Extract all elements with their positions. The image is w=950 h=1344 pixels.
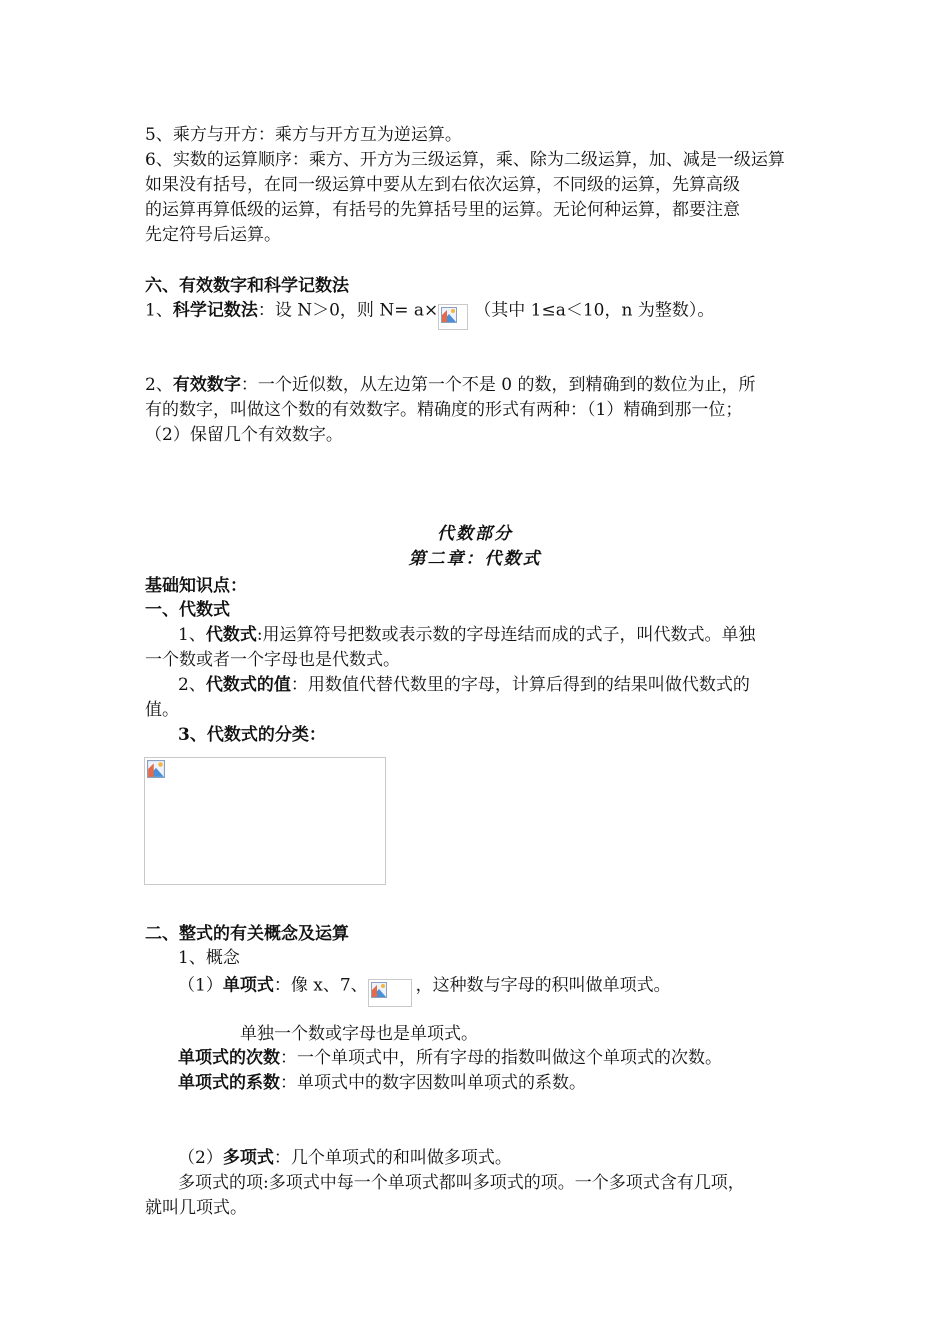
text: ：单项式中的数字因数叫单项式的系数。 <box>280 1073 586 1093</box>
text: ：几个单项式的和叫做多项式。 <box>273 1148 512 1168</box>
definition-line <box>178 1146 512 1171</box>
text: ：用数值代替代数里的字母，计算后得到的结果叫做代数式的 <box>290 675 750 695</box>
text-line: 1、概念 <box>178 948 240 968</box>
text-line: 先定符号后运算。 <box>145 225 281 245</box>
term: 多项式 <box>222 1148 274 1168</box>
definition-line <box>178 623 756 648</box>
term: 单项式的系数 <box>178 1073 280 1093</box>
subheading: 3、代数式的分类： <box>178 725 326 745</box>
significant-figures-line <box>145 373 755 398</box>
text: :用运算符号把数或表示数的字母连结而成的式子，叫代数式。单独 <box>256 625 756 645</box>
term: 有效数字 <box>172 375 241 395</box>
text: ：一个单项式中，所有字母的指数叫做这个单项式的次数。 <box>280 1048 722 1068</box>
term: 科学记数法 <box>172 300 258 321</box>
part-title: 代数部分 <box>437 524 513 544</box>
text: （其中 1≤a＜10，n 为整数）。 <box>474 300 715 321</box>
text-line: 值。 <box>145 700 179 720</box>
text-line: 5、乘方与开方：乘方与开方互为逆运算。 <box>145 125 462 145</box>
term: 单项式的次数 <box>178 1048 280 1068</box>
definition-line <box>178 1046 722 1071</box>
term: 代数式 <box>205 625 257 645</box>
scientific-notation-line <box>145 298 714 324</box>
text: ，这种数与字母的积叫做单项式。 <box>415 975 671 996</box>
text: 2、 <box>145 375 173 395</box>
text-line: 一个数或者一个字母也是代数式。 <box>145 650 400 670</box>
term: 单项式 <box>222 975 274 996</box>
text: ：设 N＞0，则 N= a× <box>257 300 439 321</box>
text: 2、 <box>178 675 206 695</box>
text: （2） <box>178 1148 223 1168</box>
chapter-title: 第二章：代数式 <box>408 549 542 569</box>
basics-heading: 基础知识点： <box>145 576 247 596</box>
section-heading: 一、代数式 <box>145 600 230 620</box>
text-line: 多项式的项:多项式中每一个单项式都叫多项式的项。一个多项式含有几项， <box>178 1173 745 1193</box>
text-line: 6、实数的运算顺序：乘方、开方为三级运算，乘、除为二级运算，加、减是一级运算 <box>145 150 785 170</box>
classification-image-placeholder <box>144 757 386 885</box>
text-line: 有的数字，叫做这个数的有效数字。精确度的形式有两种：（1）精确到那一位； <box>145 400 743 420</box>
text-line: 单独一个数或字母也是单项式。 <box>240 1024 478 1044</box>
image-icon <box>147 760 165 778</box>
definition-line <box>178 1071 586 1096</box>
monomial-line <box>178 972 671 1000</box>
text: ：一个近似数，从左边第一个不是 0 的数，到精确到的数位为止，所 <box>240 375 756 395</box>
text: 1、 <box>145 300 173 321</box>
text-line: 的运算再算低级的运算，有括号的先算括号里的运算。无论何种运算，都要注意 <box>145 200 740 220</box>
term: 代数式的值 <box>205 675 291 695</box>
definition-line <box>178 673 750 698</box>
text-line: 就叫几项式。 <box>145 1198 247 1218</box>
formula-image-icon <box>368 979 412 1007</box>
section-heading: 二、整式的有关概念及运算 <box>145 924 349 944</box>
text: ：像 x、7、 <box>273 975 368 996</box>
text: 1、 <box>178 625 206 645</box>
formula-image-icon <box>438 304 468 330</box>
text: （1） <box>178 975 223 996</box>
section-heading: 六、有效数字和科学记数法 <box>145 276 349 296</box>
text-line: 如果没有括号，在同一级运算中要从左到右依次运算，不同级的运算，先算高级 <box>145 175 740 195</box>
text-line: （2）保留几个有效数字。 <box>145 425 343 445</box>
